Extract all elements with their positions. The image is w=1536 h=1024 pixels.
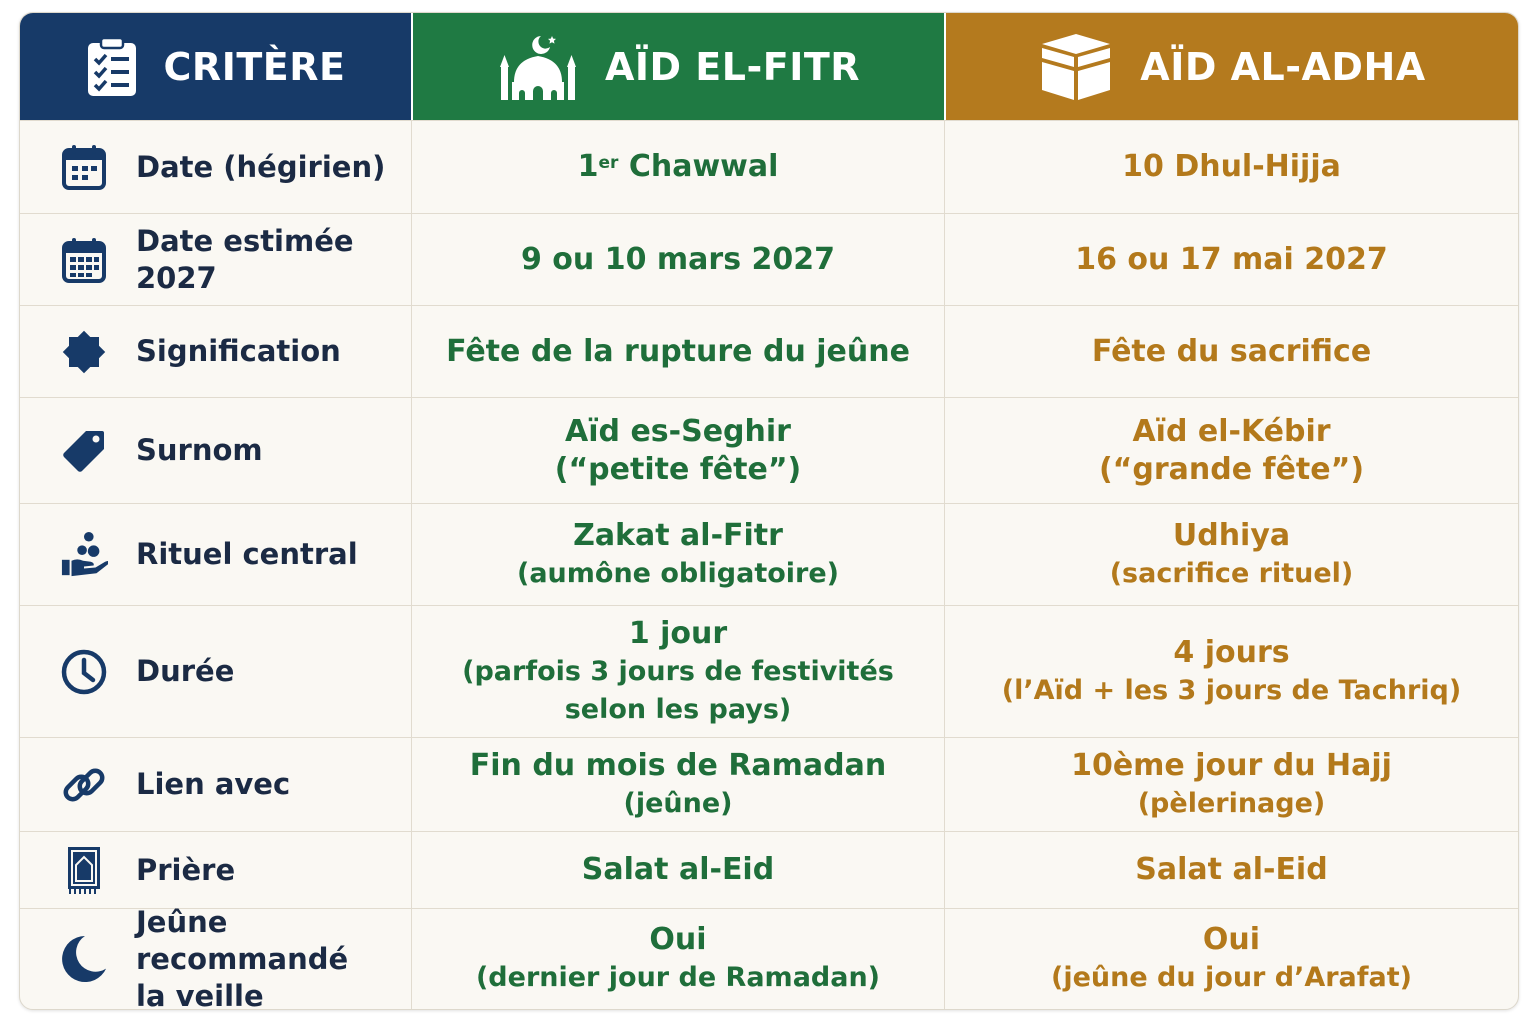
adha-value: Salat al-Eid [1135, 852, 1328, 887]
adha-note: (jeûne du jour d’Arafat) [1051, 962, 1412, 993]
fitr-note-line2: selon les pays) [564, 693, 792, 725]
fitr-jeune [411, 908, 944, 1009]
criteria-row-date-estimee [20, 213, 411, 305]
adha-duree [944, 605, 1518, 737]
prayer-rug-icon [60, 846, 108, 894]
criteria-row-jeune [20, 904, 411, 1010]
star-badge-icon [60, 328, 108, 376]
fitr-day: 1 [577, 149, 599, 184]
adha-surnom [944, 397, 1518, 503]
adha-note: (l’Aïd + les 3 jours de Tachriq) [1001, 674, 1462, 706]
adha-note: (sacrifice rituel) [1109, 557, 1354, 589]
criteria-label: Date (hégirien) [136, 149, 386, 184]
header-critere [20, 13, 411, 120]
clock-icon [60, 648, 108, 696]
adha-value: Fête du sacrifice [1091, 333, 1372, 369]
adha-date-estimee [944, 213, 1518, 305]
kaaba-icon [1038, 32, 1114, 102]
adha-date-hegirien [944, 120, 1518, 213]
fitr-note: (dernier jour de Ramadan) [475, 962, 881, 993]
header-adha-label: AÏD AL-ADHA [1140, 44, 1426, 89]
giving-hand-icon [60, 531, 108, 579]
adha-priere [944, 831, 1518, 908]
criteria-row-priere [20, 831, 411, 908]
fitr-priere [411, 831, 944, 908]
fitr-note: (parfois 3 jours de festivités [462, 655, 894, 687]
link-icon [60, 761, 108, 809]
criteria-label: Surnom [136, 433, 263, 467]
adha-signification [944, 305, 1518, 397]
adha-value: Aïd el-Kébir [1132, 413, 1331, 449]
calendar-grid-icon [60, 236, 108, 284]
mosque-icon [497, 32, 579, 102]
adha-lien [944, 737, 1518, 831]
criteria-label: Date estimée 2027 [136, 223, 354, 295]
criteria-label: Prière [136, 852, 236, 887]
adha-value: Udhiya [1172, 517, 1291, 553]
criteria-label: Signification [136, 334, 341, 368]
fitr-value [578, 148, 779, 186]
adha-value: 16 ou 17 mai 2027 [1075, 241, 1388, 277]
adha-value: 10 Dhul-Hijja [1122, 149, 1341, 184]
adha-value: 4 jours [1173, 634, 1290, 670]
fitr-value: Zakat al-Fitr [573, 517, 783, 553]
criteria-label: Durée [136, 654, 235, 688]
header-fitr [411, 13, 944, 120]
fitr-note: (jeûne) [623, 787, 733, 819]
criteria-row-date-hegirien [20, 120, 411, 213]
fitr-date-hegirien [411, 120, 944, 213]
criteria-label-line2: la veille [136, 978, 264, 1010]
fitr-month: Chawwal [628, 149, 779, 184]
fitr-value: Salat al-Eid [581, 852, 775, 887]
criteria-row-signification [20, 305, 411, 397]
tag-icon [60, 427, 108, 475]
criteria-label-line1: Jeûne recommandé [136, 904, 349, 976]
calendar-icon [60, 143, 108, 191]
adha-value: 10ème jour du Hajj [1071, 747, 1392, 783]
criteria-label [136, 904, 411, 1011]
fitr-surnom [411, 397, 944, 503]
adha-note: (“grande fête”) [1098, 451, 1365, 487]
criteria-row-rituel [20, 503, 411, 605]
checklist-icon [86, 36, 138, 98]
fitr-lien [411, 737, 944, 831]
header-critere-label: CRITÈRE [163, 44, 346, 89]
criteria-row-lien [20, 737, 411, 831]
adha-note: (pèlerinage) [1137, 787, 1326, 819]
fitr-value: Fin du mois de Ramadan [469, 747, 887, 783]
header-fitr-label: AÏD EL-FITR [604, 44, 861, 89]
crescent-moon-icon [60, 935, 108, 983]
fitr-note: (“petite fête”) [554, 451, 802, 487]
header-adha [944, 13, 1518, 120]
comparison-table [19, 12, 1519, 1010]
criteria-label: Lien avec [136, 767, 291, 801]
fitr-value: Fête de la rupture du jeûne [446, 333, 910, 369]
adha-value: Oui [1202, 922, 1261, 957]
criteria-label: Rituel central [136, 537, 358, 571]
criteria-row-duree [20, 605, 411, 737]
fitr-value: 9 ou 10 mars 2027 [520, 241, 836, 277]
fitr-ordinal: er [598, 153, 619, 173]
fitr-value: 1 jour [628, 615, 728, 651]
fitr-value: Oui [649, 922, 707, 957]
criteria-row-surnom [20, 397, 411, 503]
fitr-note: (aumône obligatoire) [516, 557, 839, 589]
fitr-signification [411, 305, 944, 397]
fitr-value: Aïd es-Seghir [565, 413, 791, 449]
adha-rituel [944, 503, 1518, 605]
fitr-date-estimee [411, 213, 944, 305]
fitr-duree [411, 605, 944, 737]
fitr-rituel [411, 503, 944, 605]
adha-jeune [944, 908, 1518, 1009]
